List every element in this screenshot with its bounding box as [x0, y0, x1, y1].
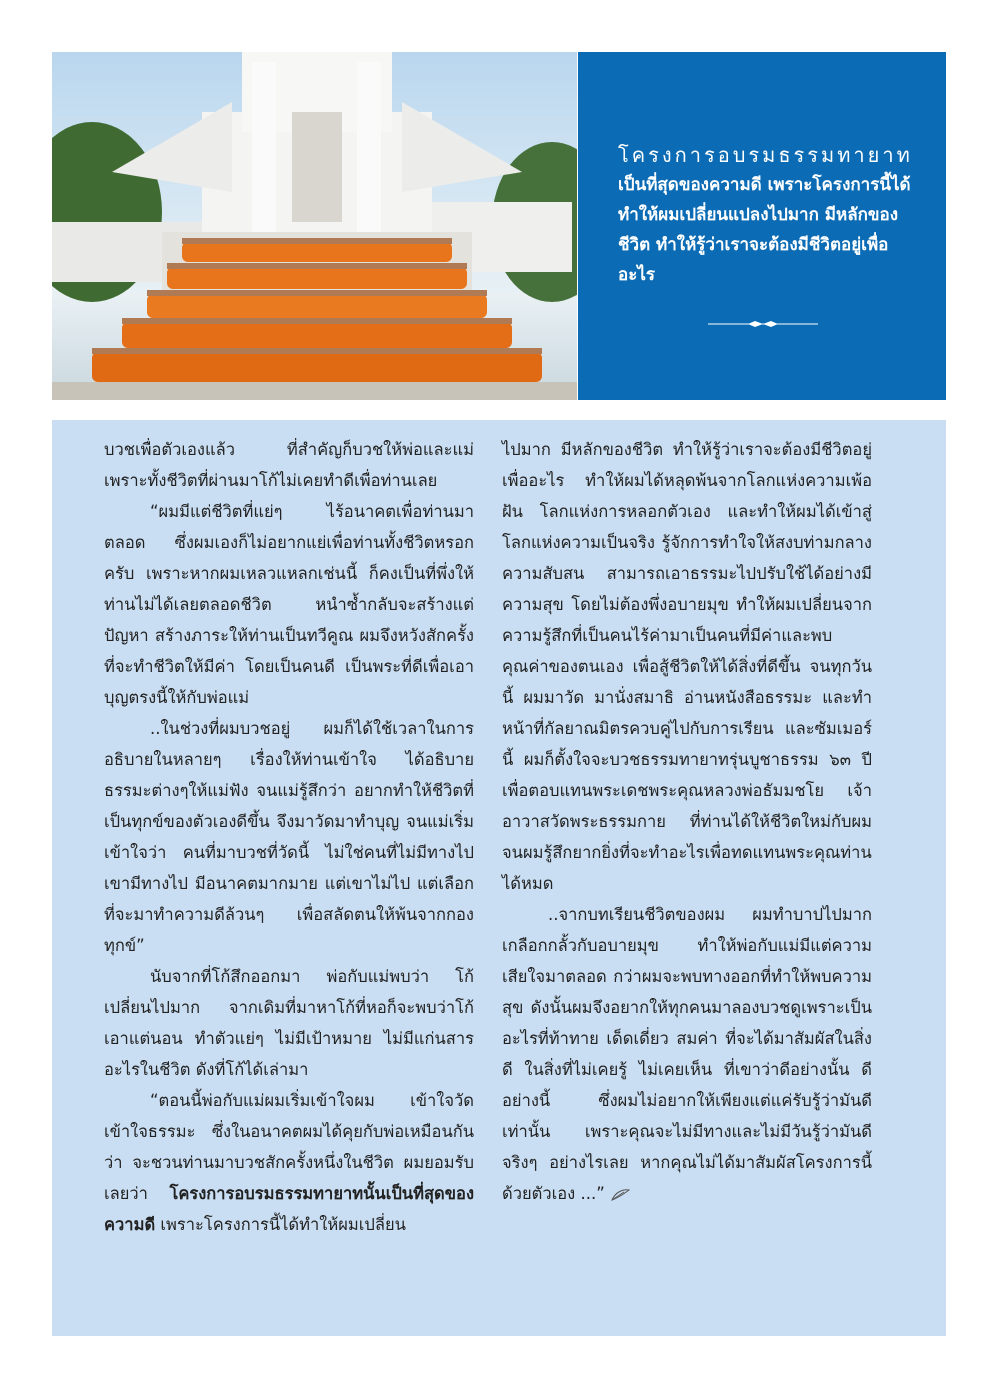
paragraph-text: ..จากบทเรียนชีวิตของผม ผมทำบาปไปมากเกลือกกลั้วกับอบายมุข ทำให้พ่อกับแม่มีแต่ความเสียใจมาตลอด กว่าผมจะพบทางออกที่ทำให้พบความสุข ดังนั้นผมจึงอยากให้ทุกคนมาลองบวชดูเพราะเป็นอะไรที่ท้าทาย เด็ดเดี่ยว สมค่า ที่จะได้มาสัมผัสในสิ่งดี ในสิ่งที่ไม่เคยรู้ ไม่เคยเห็น ที่เขาว่าดีอย่างนั้น ดีอย่างนี้ ซึ่งผมไม่อยากให้เพียงแต่แค่รับรู้ว่ามันดีเท่านั้น เพราะคุณจะไม่มีทางและไม่มีวันรู้ว่ามันดีจริงๆ อย่างไรเลย หากคุณไม่ได้มาสัมผัสโครงการนี้ด้วยตัวเอง ...”: [502, 905, 872, 1203]
article-text-panel: [52, 420, 946, 1336]
paragraph-text: “ตอนนี้พ่อกับแม่ผมเริ่มเข้าใจผม เข้าใจวัด เข้าใจธรรมะ ซึ่งในอนาคตผมได้คุยกับพ่อเหมือนกันว่า จะชวนท่านมาบวชสักครั้งหนึ่งในชีวิต ผมยอมรับเลยว่า: [104, 1091, 474, 1203]
paragraph: ไปมาก มีหลักของชีวิต ทำให้รู้ว่าเราจะต้องมีชีวิตอยู่เพื่ออะไร ทำให้ผมได้หลุดพ้นจากโลกแห่งความเพ้อฝัน โลกแห่งการหลอกตัวเอง และทำให้ผมได้เข้าสู่โลกแห่งความเป็นจริง รู้จักการทำใจให้สงบท่ามกลางความสับสน สามารถเอาธรรมะไปปรับใช้ได้อย่างมีความสุข โดยไม่ต้องพึ่งอบายมุข ทำให้ผมเปลี่ยนจากความรู้สึกที่เป็นคนไร้ค่ามาเป็นคนที่มีค่าและพบคุณค่าของตนเอง เพื่อสู้ชีวิตให้ได้สิ่งที่ดีขึ้น จนทุกวันนี้ ผมมาวัด มานั่งสมาธิ อ่านหนังสือธรรมะ และทำหน้าที่กัลยาณมิตรควบคู่ไปกับการเรียน และซัมเมอร์นี้ ผมก็ตั้งใจจะบวชธรรมทายาทรุ่นบูชาธรรม ๖๓ ปี เพื่อตอบแทนพระเดชพระคุณหลวงพ่อธัมมชโย เจ้าอาวาสวัดพระธรรมกาย ที่ท่านได้ให้ชีวิตใหม่กับผม จนผมรู้สึกยากยิ่งที่จะทำอะไรเพื่อทดแทนพระคุณท่านได้หมด: [502, 440, 872, 893]
left-column: [104, 434, 474, 1240]
quote-title: โครงการอบรมธรรมทายาท: [618, 143, 913, 167]
feather-end-icon: [610, 1189, 630, 1201]
emphasis-text: โครงการอบรมธรรมทายาทนั้นเป็นที่สุดของความดี: [104, 1184, 474, 1234]
highlight-quote-box: [578, 52, 946, 400]
right-column: [502, 434, 872, 1209]
paragraph: [502, 899, 872, 1209]
paragraph: ..ในช่วงที่ผมบวชอยู่ ผมก็ได้ใช้เวลาในการอธิบายในหลายๆ เรื่องให้ท่านเข้าใจ ได้อธิบายธรรมะต่างๆให้แม่ฟัง จนแม่รู้สึกว่า อยากทำให้ชีวิตที่เป็นทุกข์ของตัวเองดีขึ้น จึงมาวัดมาทำบุญ จนแม่เริ่มเข้าใจว่า คนที่มาบวชที่วัดนี้ ไม่ใช่คนที่ไม่มีทางไป เขามีทางไป มีอนาคตมากมาย แต่เขาไม่ไป แต่เลือกที่จะมาทำความดีล้วนๆ เพื่อสลัดตนให้พ้นจากกองทุกข์”: [104, 719, 474, 955]
paragraph: [104, 1085, 474, 1240]
paragraph-text: เพราะโครงการนี้ได้ทำให้ผมเปลี่ยน: [155, 1215, 406, 1234]
paragraph: “ผมมีแต่ชีวิตที่แย่ๆ ไร้อนาคตเพื่อท่านมาตลอด ซึ่งผมเองก็ไม่อยากแย่เพื่อท่านทั้งชีวิตหรอกครับ เพราะหากผมเหลวแหลกเช่นนี้ ก็คงเป็นที่พึ่งให้ท่านไม่ได้เลยตลอดชีวิต หนำซ้ำกลับจะสร้างแต่ปัญหา สร้างภาระให้ท่านเป็นทวีคูณ ผมจึงหวังสักครั้งที่จะทำชีวิตให้มีค่า โดยเป็นคนดี เป็นพระที่ดีเพื่อเอาบุญตรงนี้ให้กับพ่อแม่: [104, 502, 474, 707]
divider-ornament: [708, 320, 818, 328]
paragraph: นับจากที่โก้สึกออกมา พ่อกับแม่พบว่า โก้เปลี่ยนไปมาก จากเดิมที่มาหาโก้ที่หอก็จะพบว่าโก้เอาแต่นอน ทำตัวแย่ๆ ไม่มีเป้าหมาย ไม่มีแก่นสารอะไรในชีวิต ดังที่โก้ได้เล่ามา: [104, 967, 474, 1079]
paragraph: บวชเพื่อตัวเองแล้ว ที่สำคัญก็บวชให้พ่อและแม่ เพราะทั้งชีวิตที่ผ่านมาโก้ไม่เคยทำดีเพื่อท่านเลย: [104, 440, 474, 490]
temple-monks-photo: [52, 52, 577, 400]
temple-illustration: [52, 52, 577, 400]
quote-body: เป็นที่สุดของความดี เพราะโครงการนี้ได้ทำให้ผมเปลี่ยนแปลงไปมาก มีหลักของชีวิต ทำให้รู้ว่าเราจะต้องมีชีวิตอยู่เพื่ออะไร: [618, 175, 911, 285]
